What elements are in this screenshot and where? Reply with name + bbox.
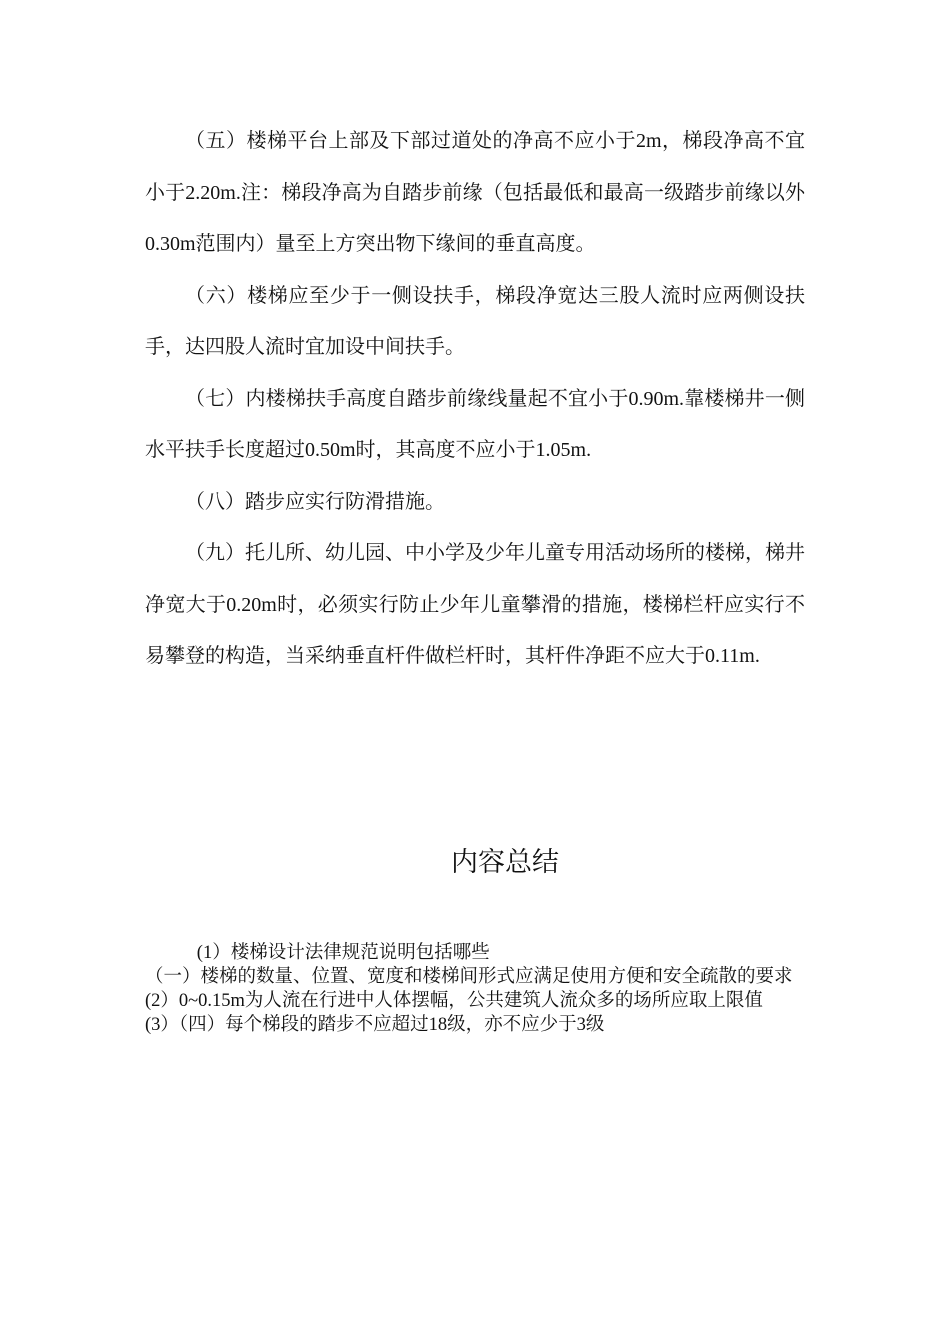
summary-section (145, 941, 805, 1037)
paragraph-5: （五）楼梯平台上部及下部过道处的净高不应小于2m，梯段净高不宜小于2.20m.注：梯段净高为自踏步前缘（包括最低和最高一级踏步前缘以外0.30m范围内）量至上方突出物下缘间的垂直高度。 (145, 130, 805, 255)
paragraph-8: （八）踏步应实行防滑措施。 (185, 490, 445, 513)
paragraph-7: （七）内楼梯扶手高度自踏步前缘线量起不宜小于0.90m.靠楼梯井一侧水平扶手长度超过0.50m时，其高度不应小于1.05m. (145, 387, 805, 461)
summary-line: (3）（四）每个梯段的踏步不应超过18级，亦不应少于3级 (145, 1015, 605, 1035)
summary-line: （一）楼梯的数量、位置、宽度和楼梯间形式应满足使用方便和安全疏散的要求 (145, 967, 793, 987)
summary-line: (2）0~0.15m为人流在行进中人体摆幅，公共建筑人流众多的场所应取上限值 (145, 991, 763, 1011)
summary-line: (1）楼梯设计法律规范说明包括哪些 (196, 943, 490, 963)
paragraph-6: （六）楼梯应至少于一侧设扶手，梯段净宽达三股人流时应两侧设扶手，达四股人流时宜加设中间扶手。 (145, 284, 805, 358)
body-text (145, 116, 805, 683)
summary-title: 内容总结 (451, 847, 559, 877)
paragraph-9: （九）托儿所、幼儿园、中小学及少年儿童专用活动场所的楼梯，梯井净宽大于0.20m时，必须实行防止少年儿童攀滑的措施，楼梯栏杆应实行不易攀登的构造，当采纳垂直杆件做栏杆时，其杆件净距不应大于0.11m. (145, 542, 805, 667)
